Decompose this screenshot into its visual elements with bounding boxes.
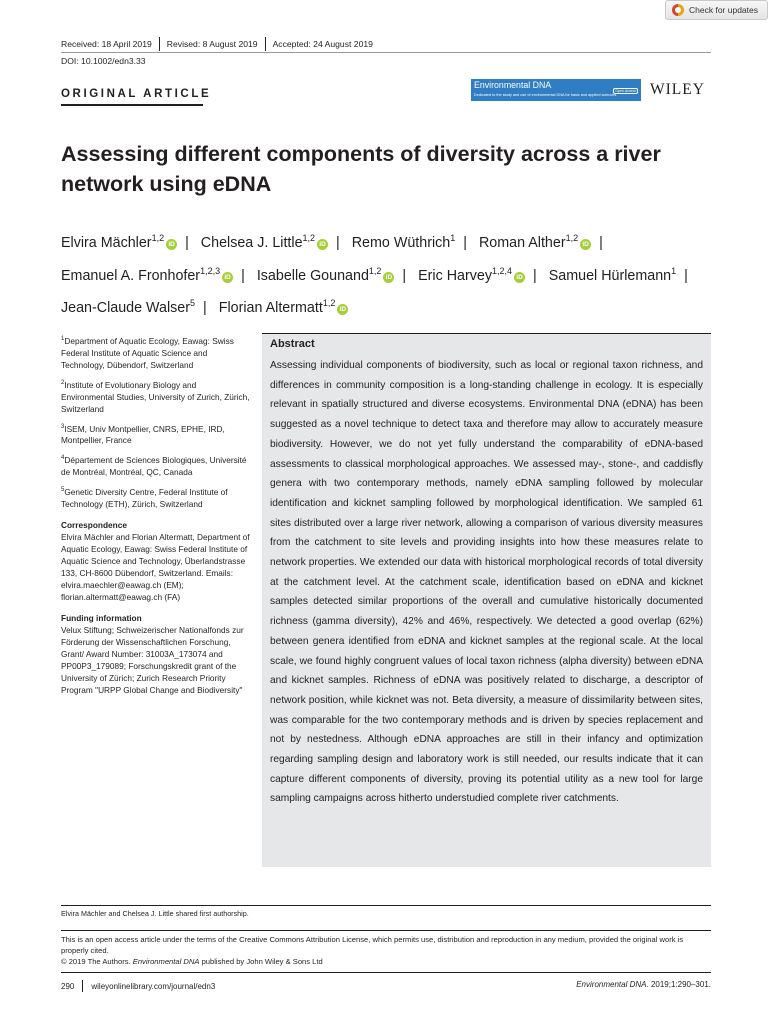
author-separator: | (241, 267, 245, 284)
author-affiliation-sup: 1,2 (565, 233, 579, 243)
footer-rule (61, 972, 711, 973)
author-name-text: Remo Wüthrich (351, 234, 451, 251)
orcid-icon[interactable]: iD (222, 272, 233, 283)
author-name-text: Jean-Claude Walser (61, 300, 190, 317)
orcid-icon[interactable]: iD (383, 272, 394, 283)
article-type: ORIGINAL ARTICLE (61, 88, 212, 100)
orcid-icon[interactable]: iD (337, 304, 348, 315)
journal-url[interactable]: wileyonlinelibrary.com/journal/edn3 (91, 981, 216, 991)
author-separator: | (599, 234, 603, 251)
received-date: Received: 18 April 2019 (61, 39, 152, 49)
divider (265, 37, 266, 51)
orcid-icon[interactable]: iD (317, 239, 328, 250)
affiliation-number: 1 (61, 336, 65, 342)
correspondence-heading: Correspondence (61, 519, 127, 530)
affiliation-item (61, 377, 251, 415)
copyright-line (61, 956, 711, 967)
author-affiliation-sup: 1 (450, 233, 456, 243)
affiliation-text: Genetic Diversity Centre, Federal Institute of Technology (ETH), Zürich, Switzerland (61, 486, 228, 509)
affiliation-number: 4 (61, 455, 65, 462)
author-name-text: Emanuel A. Fronhofer (61, 267, 201, 284)
author-name[interactable] (61, 235, 177, 251)
author-affiliation-sup: 1,2 (368, 265, 382, 276)
license-note (61, 934, 711, 967)
author-affiliation-sup: 1,2 (302, 233, 316, 243)
author-name[interactable] (418, 265, 525, 284)
author-name-text: Chelsea J. Little (200, 234, 303, 251)
publisher-logo[interactable]: WILEY (650, 81, 705, 98)
abstract-heading: Abstract (270, 338, 315, 350)
author-name-text: Elvira Mächler (61, 234, 152, 251)
author-name[interactable] (219, 300, 349, 316)
license-text: This is an open access article under the terms of the Creative Commons Attribution License, which permits use, distribution and reproduction in any medium, provided the original work is properly cited. (61, 935, 684, 955)
citation-journal: Environmental DNA. (576, 980, 649, 989)
author-affiliation-sup: 1,2 (151, 233, 165, 243)
abstract-box (262, 333, 711, 867)
author-name[interactable] (352, 235, 456, 251)
affiliation-item (61, 421, 251, 447)
history-dates (61, 37, 373, 51)
footer-citation (576, 980, 711, 989)
author-separator: | (684, 267, 688, 284)
author-list (61, 224, 741, 322)
author-separator: | (463, 234, 467, 251)
page-footer (61, 980, 215, 992)
author-affiliation-sup: 1,2 (322, 298, 336, 309)
divider (159, 37, 160, 51)
author-name[interactable] (548, 265, 677, 284)
page-number: 290 (61, 981, 75, 991)
funding-heading: Funding information (61, 612, 142, 623)
affiliation-text: Département de Sciences Biologiques, Université de Montréal, Montréal, QC, Canada (61, 455, 247, 478)
correspondence-text: Elvira Mächler and Florian Altermatt, Department of Aquatic Ecology, Eawag: Swiss Federal Institute of Aquatic Science and Technology, Überlandstrasse 133, CH-8600 Dübendorf, Switzerland. Emails: elvira.maechler@eawag.ch (EM); florian.altermatt@eawag.ch (FA) (61, 531, 250, 602)
copyright-journal: Environmental DNA (132, 957, 200, 966)
author-name[interactable] (61, 300, 195, 316)
author-separator: | (533, 267, 537, 284)
journal-name: Environmental DNA (474, 80, 552, 90)
divider (82, 980, 83, 992)
author-name-text: Samuel Hürlemann (548, 267, 672, 284)
affiliation-list (61, 333, 251, 510)
author-affiliation-sup: 1 (671, 265, 677, 276)
crossmark-icon (672, 4, 684, 16)
affiliation-number: 3 (61, 423, 65, 430)
author-name-text: Eric Harvey (418, 267, 493, 284)
author-affiliation-sup: 1,2,4 (492, 265, 513, 276)
author-separator: | (203, 300, 207, 317)
author-name[interactable] (61, 265, 233, 284)
header-rule (61, 52, 711, 53)
author-separator: | (402, 267, 407, 284)
affiliation-text: Department of Aquatic Ecology, Eawag: Swiss Federal Institute of Aquatic Science and Technology, Dübendorf, Switzerland (61, 335, 234, 370)
author-name-text: Roman Alther (478, 234, 566, 251)
revised-date: Revised: 8 August 2019 (166, 39, 258, 49)
footnote-rule (61, 930, 711, 931)
affiliation-item (61, 484, 251, 510)
author-affiliation-sup: 1,2,3 (200, 265, 221, 276)
check-for-updates-label: Check for updates (689, 5, 758, 15)
author-name[interactable] (479, 235, 591, 251)
author-separator: | (336, 234, 340, 251)
author-name[interactable] (201, 235, 328, 251)
funding-text: Velux Stiftung; Schweizerischer Nationalfonds zur Förderung der Wissenschaftlichen Forschung, Grant/ Award Number: 31003A_173074 and PP00P3_179089; Forschungskredit grant of the University of Zürich; Zurich Research Priority Program "URPP Global Change and Biodiversity" (61, 624, 244, 695)
affiliation-number: 2 (61, 379, 65, 386)
author-name[interactable] (256, 265, 395, 284)
article-type-rule (61, 104, 203, 106)
citation-details: 2019;1:290–301. (650, 980, 711, 989)
accepted-date: Accepted: 24 August 2019 (272, 39, 373, 49)
affiliation-item (61, 333, 251, 371)
footnote-rule (61, 905, 711, 906)
author-affiliation-sup: 5 (190, 298, 196, 309)
orcid-icon[interactable]: iD (166, 239, 177, 250)
abstract-text: Assessing individual components of biodiversity, such as local or regional taxon richness, and differences in community composition is a long-standing challenge in ecology. It is especially relevant in spatially structured and diverse ecosystems. Environmental DNA (eDNA) has been suggested as a novel technique to detect taxa and therefore may allow to accurately measure biodiversity. However, we do not yet fully understand the comparability of eDNA-based assessments to classical morphological approaches. We assessed may-, stone-, and caddisfly genera with two contemporary methods, namely eDNA sampling followed by molecular identification and kicknet sampling followed by morphological identification. We sampled 61 sites distributed over a large river network, allowing a comparison of various diversity measures from the catchment to site levels and providing insights into how these measures relate to network properties. We extended our data with historical morphological records of total diversity at the catchment level. At the catchment scale, identification based on eDNA and kicknet samples detected similar proportions of the overall and cumulative historically documented richness (gamma diversity), 42% and 46%, respectively. We detected a good overlap (62%) between genera identified from eDNA and kicknet samples at the regional scale. At the local scale, we found highly congruent values of local taxon richness (alpha diversity) between eDNA and kicknet samples. Richness of eDNA was positively related to discharge, a descriptor of network position, while kicknet was not. Beta diversity, a measure of dissimilarity between sites, was comparable for the two contemporary methods and is driven by species replacement and not by nestedness. Although eDNA approaches are still in their infancy and optimization regarding sampling design and laboratory work is still needed, our results indicate that it can capture different components of diversity, proving its potential utility as a new tool for large sampling campaigns across hitherto understudied complete river catchments. (270, 360, 703, 805)
author-separator: | (185, 234, 189, 251)
journal-banner[interactable] (471, 79, 641, 101)
doi[interactable]: DOI: 10.1002/edn3.33 (61, 56, 146, 66)
article-title: Assessing different components of diversity across a river network using eDNA (61, 142, 661, 196)
author-name-text: Isabelle Gounand (256, 267, 369, 284)
orcid-icon[interactable]: iD (580, 239, 591, 250)
affiliation-number: 5 (61, 487, 65, 494)
check-for-updates-button[interactable] (665, 0, 768, 20)
open-access-badge: Open Access (615, 89, 636, 93)
journal-tagline: Dedicated to the study and use of environmental DNA for basic and applied sciences (474, 93, 617, 97)
copyright-suffix: published by John Wiley & Sons Ltd (201, 957, 323, 966)
affiliation-item (61, 452, 251, 478)
orcid-icon[interactable]: iD (514, 272, 525, 283)
affiliation-text: Institute of Evolutionary Biology and Environmental Studies, University of Zurich, Zürich, Switzerland (61, 379, 250, 414)
copyright-prefix: © 2019 The Authors. (61, 957, 131, 966)
author-name-text: Florian Altermatt (218, 300, 323, 317)
affiliation-text: ISEM, Univ Montpellier, CNRS, EPHE, IRD, Montpellier, France (61, 423, 225, 446)
affiliations-column (61, 333, 251, 702)
shared-authorship-note: Elvira Mächler and Chelsea J. Little shared first authorship. (61, 909, 249, 918)
